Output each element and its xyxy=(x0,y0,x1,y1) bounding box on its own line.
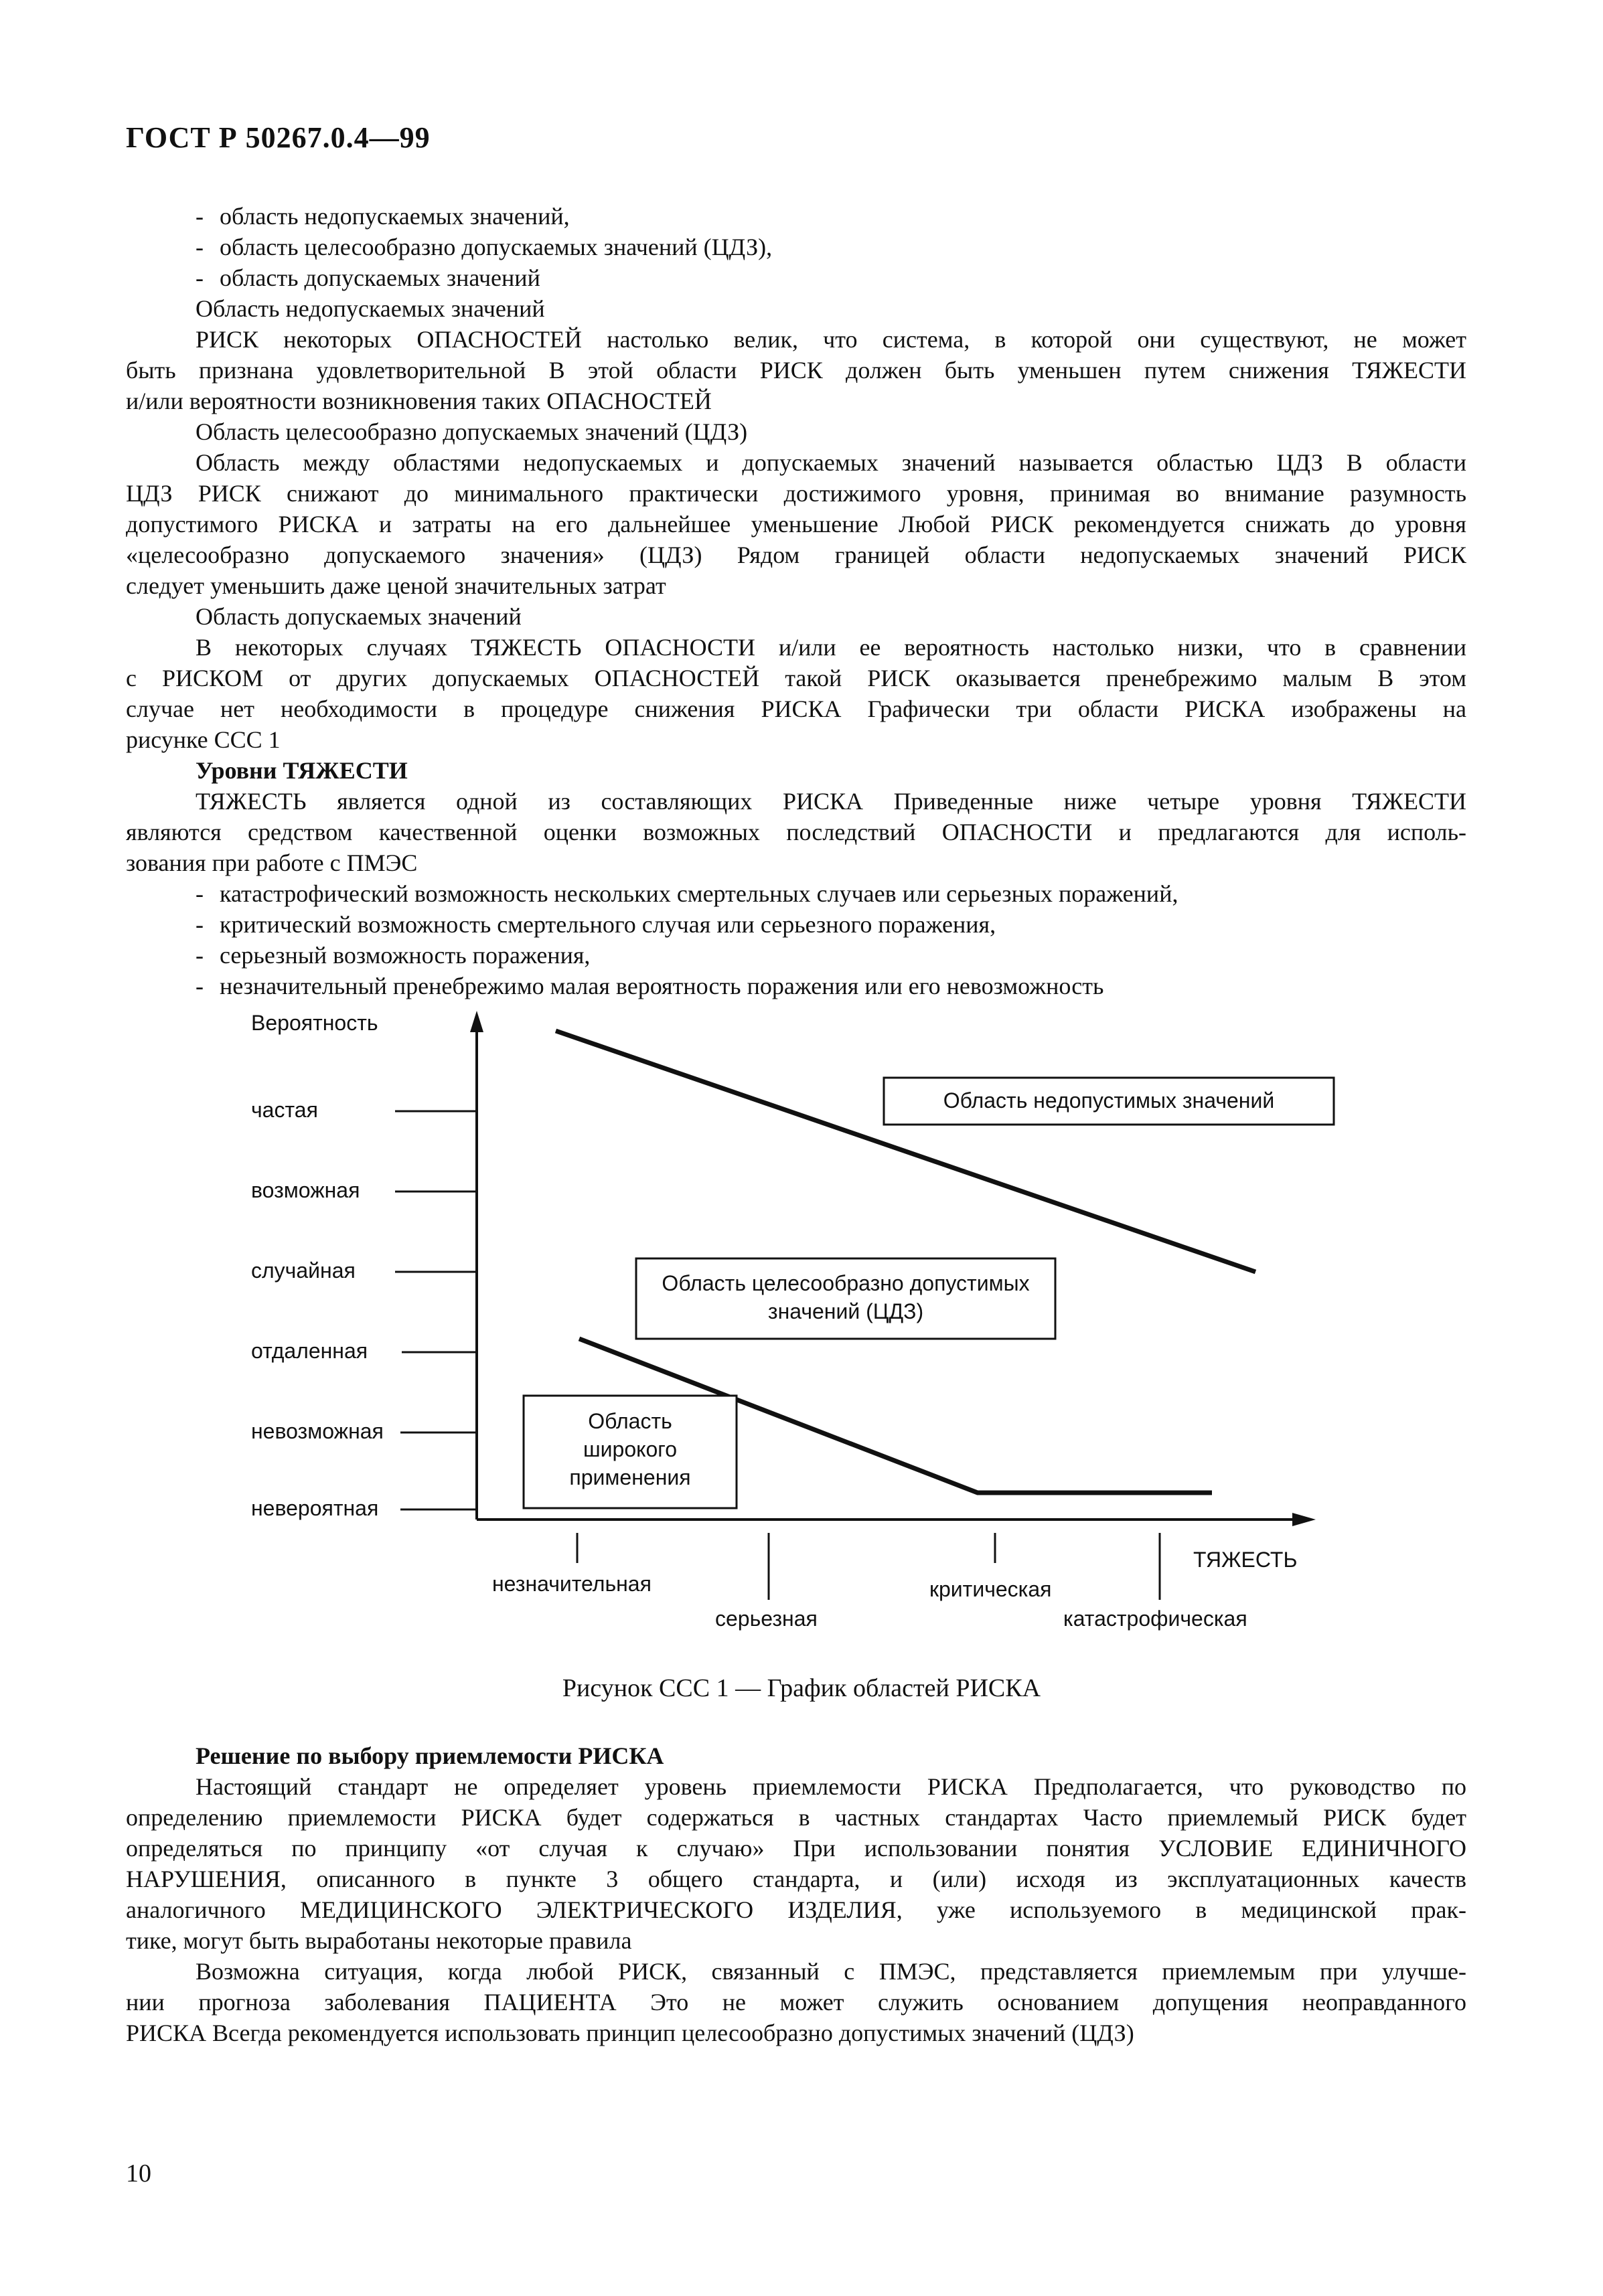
text-block-1 xyxy=(126,201,1466,1001)
bullet-item xyxy=(196,201,1466,232)
bullet-item xyxy=(196,909,1466,940)
paragraph-line: следует уменьшить даже ценой значительных затрат xyxy=(126,572,666,599)
bullet-item xyxy=(196,232,1466,262)
paragraph-line: определяться по принципу «от случая к случаю» При использовании понятия УСЛОВИЕ ЕДИНИЧНОГО xyxy=(126,1835,1466,1862)
bullet-item xyxy=(196,878,1466,909)
paragraph-line: РИСКА Всегда рекомендуется использовать принцип целесообразно допустимых значений (ЦДЗ) xyxy=(126,2020,1134,2046)
text-block-2 xyxy=(126,1740,1466,2048)
risk-regions-figure xyxy=(234,997,1346,1640)
paragraph-line: НАРУШЕНИЯ, описанного в пункте 3 общего стандарта, и (или) исходя из эксплуатационных качеств xyxy=(126,1866,1466,1892)
paragraph-line: допустимого РИСКА и затраты на его дальнейшее уменьшение Любой РИСК рекомендуется снижать до уровня xyxy=(126,511,1466,538)
x-level-label: серьезная xyxy=(715,1607,818,1631)
bullet-text: область целесообразно допускаемых значений (ЦДЗ), xyxy=(220,234,773,260)
dash-marker: - xyxy=(196,911,204,938)
y-level-label: отдаленная xyxy=(251,1339,368,1363)
dash-marker: - xyxy=(196,942,204,969)
paragraph-line: Настоящий стандарт не определяет уровень приемлемости РИСКА Предполагается, что руководство по xyxy=(196,1773,1466,1800)
bullet-item xyxy=(196,262,1466,293)
paragraph-line: являются средством качественной оценки возможных последствий ОПАСНОСТИ и предлагаются для исполь- xyxy=(126,819,1466,845)
document-header: ГОСТ Р 50267.0.4—99 xyxy=(126,121,431,154)
x-level-label: критическая xyxy=(929,1577,1052,1601)
paragraph-line: аналогичного МЕДИЦИНСКОГО ЭЛЕКТРИЧЕСКОГО ИЗДЕЛИЯ, уже используемого в медицинской прак- xyxy=(126,1896,1466,1923)
paragraph-line: Область между областями недопускаемых и допускаемых значений называется областью ЦДЗ В области xyxy=(196,449,1466,476)
bullet-text: серьезный возможность поражения, xyxy=(220,942,591,969)
y-level-label: возможная xyxy=(251,1178,360,1202)
paragraph-line: зования при работе с ПМЭС xyxy=(126,849,418,876)
paragraph-line: определению приемлемости РИСКА будет содержаться в частных стандартах Часто приемлемый РИСК будет xyxy=(126,1804,1466,1831)
subheading: Область допускаемых значений xyxy=(196,603,522,630)
x-level-label: незначительная xyxy=(492,1572,652,1596)
y-level-label: невозможная xyxy=(251,1419,384,1443)
x-axis-arrow xyxy=(1292,1513,1316,1526)
paragraph-line: Возможна ситуация, когда любой РИСК, связанный с ПМЭС, представляется приемлемым при улучше- xyxy=(196,1958,1466,1985)
y-axis-title: Вероятность xyxy=(251,1011,378,1035)
bullet-text: незначительный пренебрежимо малая вероятность поражения или его невозможность xyxy=(220,973,1104,999)
y-level-label: невероятная xyxy=(251,1496,379,1520)
bullet-text: катастрофический возможность нескольких смертельных случаев или серьезных поражений, xyxy=(220,880,1178,907)
paragraph-line: ЦДЗ РИСК снижают до минимального практически достижимого уровня, принимая во внимание разумность xyxy=(126,480,1466,507)
paragraph-line: тике, могут быть выработаны некоторые правила xyxy=(126,1927,632,1954)
paragraph-line: РИСК некоторых ОПАСНОСТЕЙ настолько велик, что система, в которой они существуют, не может xyxy=(196,326,1466,353)
y-level-label: случайная xyxy=(251,1258,356,1283)
unacceptable-boundary-line xyxy=(556,1031,1255,1272)
x-level-label: катастрофическая xyxy=(1063,1607,1247,1631)
broad-region-label-line1: Область xyxy=(588,1409,672,1433)
section-heading: Уровни ТЯЖЕСТИ xyxy=(196,757,408,784)
paragraph-line: ТЯЖЕСТЬ является одной из составляющих РИСКА Приведенные ниже четыре уровня ТЯЖЕСТИ xyxy=(196,788,1466,815)
paragraph-line: «целесообразно допускаемого значения» (ЦДЗ) Рядом границей области недопускаемых значений РИСК xyxy=(126,542,1466,568)
figure-caption: Рисунок ССС 1 — График областей РИСКА xyxy=(562,1674,1041,1702)
paragraph-line: с РИСКОМ от других допускаемых ОПАСНОСТЕЙ такой РИСК оказывается пренебрежимо малым В этом xyxy=(126,665,1466,691)
broad-region-label-line3: применения xyxy=(569,1465,691,1489)
subheading: Область целесообразно допускаемых значений (ЦДЗ) xyxy=(196,418,748,445)
alarp-region-label-line1: Область целесообразно допустимых xyxy=(662,1271,1030,1295)
paragraph-line: нии прогноза заболевания ПАЦИЕНТА Это не может служить основанием допущения неоправданного xyxy=(126,1989,1466,2016)
subheading: Область недопускаемых значений xyxy=(196,295,545,322)
dash-marker: - xyxy=(196,973,204,999)
bullet-text: область допускаемых значений xyxy=(220,264,540,291)
paragraph-line: рисунке ССС 1 xyxy=(126,726,281,753)
paragraph-line: и/или вероятности возникновения таких ОПАСНОСТЕЙ xyxy=(126,388,712,414)
section-heading: Решение по выбору приемлемости РИСКА xyxy=(196,1742,664,1769)
bullet-text: область недопускаемых значений, xyxy=(220,203,570,230)
y-axis-arrow xyxy=(470,1011,483,1032)
dash-marker: - xyxy=(196,234,204,260)
alarp-region-label-line2: значений (ЦДЗ) xyxy=(767,1299,924,1323)
x-axis-title: ТЯЖЕСТЬ xyxy=(1193,1548,1298,1572)
y-level-label: частая xyxy=(251,1098,318,1122)
broad-region-label-line2: широкого xyxy=(583,1437,678,1461)
page-number: 10 xyxy=(126,2159,151,2188)
bullet-text: критический возможность смертельного случая или серьезного поражения, xyxy=(220,911,996,938)
dash-marker: - xyxy=(196,880,204,907)
paragraph-line: случае нет необходимости в процедуре снижения РИСКА Графически три области РИСКА изображены на xyxy=(126,695,1466,722)
dash-marker: - xyxy=(196,264,204,291)
unacceptable-region-label: Область недопустимых значений xyxy=(943,1088,1275,1113)
dash-marker: - xyxy=(196,203,204,230)
paragraph-line: быть признана удовлетворительной В этой области РИСК должен быть уменьшен путем снижения ТЯЖЕСТИ xyxy=(126,357,1466,384)
paragraph-line: В некоторых случаях ТЯЖЕСТЬ ОПАСНОСТИ и/или ее вероятность настолько низки, что в сравнении xyxy=(196,634,1466,661)
bullet-item xyxy=(196,940,1466,971)
